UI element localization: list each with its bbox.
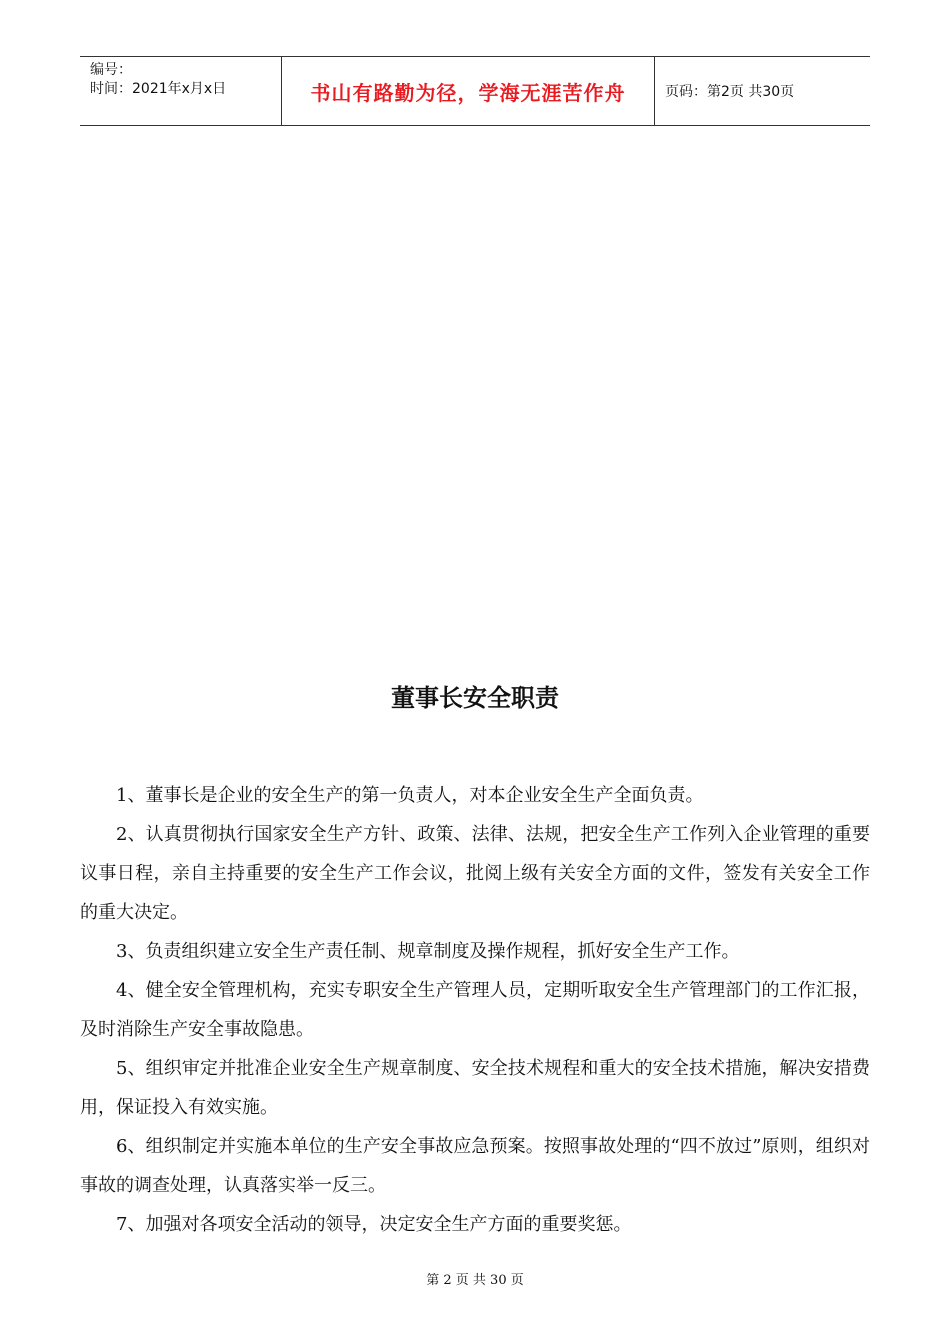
paragraph-6: 6、组织制定并实施本单位的生产安全事故应急预案。按照事故处理的“四不放过”原则，组织对事故的调查处理，认真落实举一反三。: [80, 1136, 870, 1196]
serial-number-label: 编号：: [90, 62, 132, 78]
header-page-info: [655, 57, 870, 125]
page-footer: 第 2 页 共 30 页: [426, 1273, 524, 1288]
paragraph-5: 5、组织审定并批准企业安全生产规章制度、安全技术规程和重大的安全技术措施，解决安措费用，保证投入有效实施。: [80, 1058, 870, 1118]
paragraph-7: 7、加强对各项安全活动的领导，决定安全生产方面的重要奖惩。: [116, 1214, 632, 1235]
paragraph-2: 2、认真贯彻执行国家安全生产方针、政策、法律、法规，把安全生产工作列入企业管理的重要议事日程，亲自主持重要的安全生产工作会议，批阅上级有关安全方面的文件，签发有关安全工作的重大决定。: [80, 824, 870, 923]
page-info-text: 页码：第2页 共30页: [665, 84, 795, 100]
header-motto-cell: [281, 57, 655, 125]
paragraph-1: 1、董事长是企业的安全生产的第一负责人，对本企业安全生产全面负责。: [116, 785, 704, 806]
paragraph-3: 3、负责组织建立安全生产责任制、规章制度及操作规程，抓好安全生产工作。: [116, 941, 740, 962]
motto-text: 书山有路勤为径，学海无涯苦作舟: [310, 80, 626, 105]
header-meta: [80, 57, 281, 125]
page-header: [80, 56, 870, 126]
document-title: 董事长安全职责: [391, 684, 559, 712]
date-label: 时间：2021年x月x日: [90, 81, 227, 97]
document-body: [80, 776, 870, 1244]
paragraph-4: 4、健全安全管理机构，充实专职安全生产管理人员，定期听取安全生产管理部门的工作汇报，及时消除生产安全事故隐患。: [80, 980, 870, 1040]
